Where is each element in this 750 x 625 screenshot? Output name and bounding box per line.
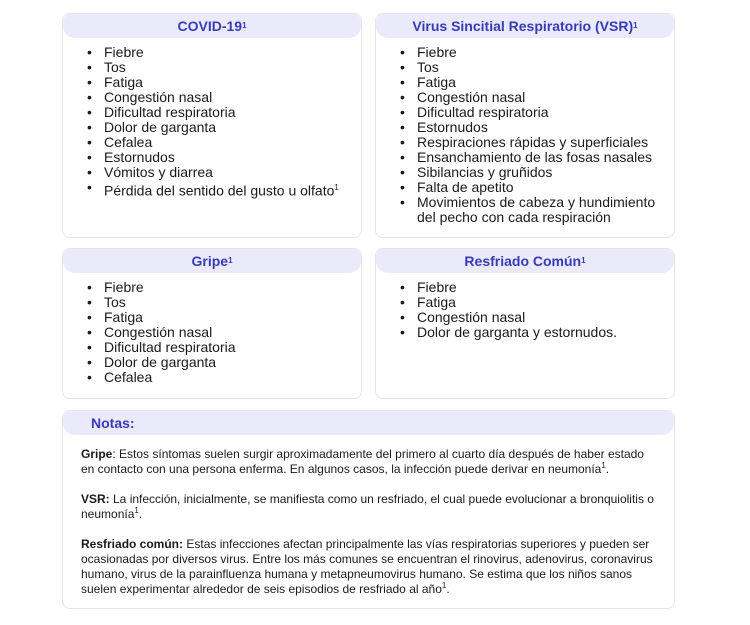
symptom-item: • Dolor de garganta bbox=[63, 355, 361, 370]
symptom-item: • Fiebre bbox=[63, 45, 361, 60]
note-resfriado: Resfriado común: Estas infecciones afectan principalmente las vías respiratorias superiores y pueden ser ocasionadas por diversos virus. Entre los más comunes se encuentran el rinovirus, adenovirus, coronavirus humano, virus de la parainfluenza humana y metapneumovirus humano. Se estima que los niños sanos suelen experimentar alrededor de seis episodios de resfriado al año$^1$. bbox=[81, 537, 653, 596]
resfriado-card bbox=[375, 248, 675, 399]
symptom-item: • Fiebre bbox=[376, 280, 674, 295]
symptom-item: • Cefalea bbox=[63, 370, 361, 385]
gripe-symptom-list bbox=[63, 280, 361, 385]
symptom-item: • Sibilancias y gruñidos bbox=[376, 165, 674, 180]
symptom-item: • Vómitos y diarrea bbox=[63, 165, 361, 180]
symptom-item: • Dificultad respiratoria bbox=[63, 105, 361, 120]
symptom-item: • Respiraciones rápidas y superficiales bbox=[376, 135, 674, 150]
symptom-item: • Estornudos bbox=[63, 150, 361, 165]
vsr-symptom-list bbox=[376, 45, 674, 225]
symptom-item: • Fatiga bbox=[63, 75, 361, 90]
resfriado-card-title: Resfriado Común 1 bbox=[376, 249, 674, 273]
symptom-item: • Falta de apetito bbox=[376, 180, 674, 195]
symptom-item: • Fiebre bbox=[376, 45, 674, 60]
notes-panel bbox=[62, 410, 675, 609]
symptom-item: • Tos bbox=[376, 60, 674, 75]
symptom-item: • Pérdida del sentido del gusto u olfato$^1$ bbox=[63, 180, 361, 199]
symptom-item: • Dificultad respiratoria bbox=[63, 340, 361, 355]
symptom-item: • Congestión nasal bbox=[63, 325, 361, 340]
symptom-item: • Congestión nasal bbox=[376, 90, 674, 105]
vsr-card bbox=[375, 13, 675, 238]
symptom-item: • Estornudos bbox=[376, 120, 674, 135]
symptom-item: • Ensanchamiento de las fosas nasales bbox=[376, 150, 674, 165]
vsr-card-title: Virus Sincitial Respiratorio (VSR) 1 bbox=[376, 14, 674, 38]
symptom-item: • Fiebre bbox=[63, 280, 361, 295]
gripe-card bbox=[62, 248, 362, 399]
note-vsr: VSR: La infección, inicialmente, se manifiesta como un resfriado, el cual puede evolucionar a bronquiolitis o neumonía$^1$. bbox=[81, 492, 654, 521]
symptom-item: • Tos bbox=[63, 60, 361, 75]
symptom-item: • Dolor de garganta y estornudos. bbox=[376, 325, 674, 340]
symptom-item: • Fatiga bbox=[376, 75, 674, 90]
symptom-item: • Fatiga bbox=[376, 295, 674, 310]
notes-title: Notas: bbox=[63, 411, 674, 435]
symptom-item: • Fatiga bbox=[63, 310, 361, 325]
covid-symptom-list bbox=[63, 45, 361, 199]
resfriado-symptom-list bbox=[376, 280, 674, 340]
covid-card-title: COVID-19 1 bbox=[63, 14, 361, 38]
symptom-item: • Congestión nasal bbox=[63, 90, 361, 105]
symptom-item: • Tos bbox=[63, 295, 361, 310]
covid-card bbox=[62, 13, 362, 238]
symptom-item: • Dificultad respiratoria bbox=[376, 105, 674, 120]
symptom-item: • Cefalea bbox=[63, 135, 361, 150]
symptom-item: • Movimientos de cabeza y hundimiento del pecho con cada respiración bbox=[376, 195, 674, 225]
gripe-card-title: Gripe 1 bbox=[63, 249, 361, 273]
symptom-item: • Congestión nasal bbox=[376, 310, 674, 325]
note-gripe: Gripe: Estos síntomas suelen surgir aproximadamente del primero al cuarto día después de haber estado en contacto con una persona enferma. En algunos casos, la infección puede derivar en neumonía$^1$. bbox=[81, 447, 644, 476]
symptom-item: • Dolor de garganta bbox=[63, 120, 361, 135]
